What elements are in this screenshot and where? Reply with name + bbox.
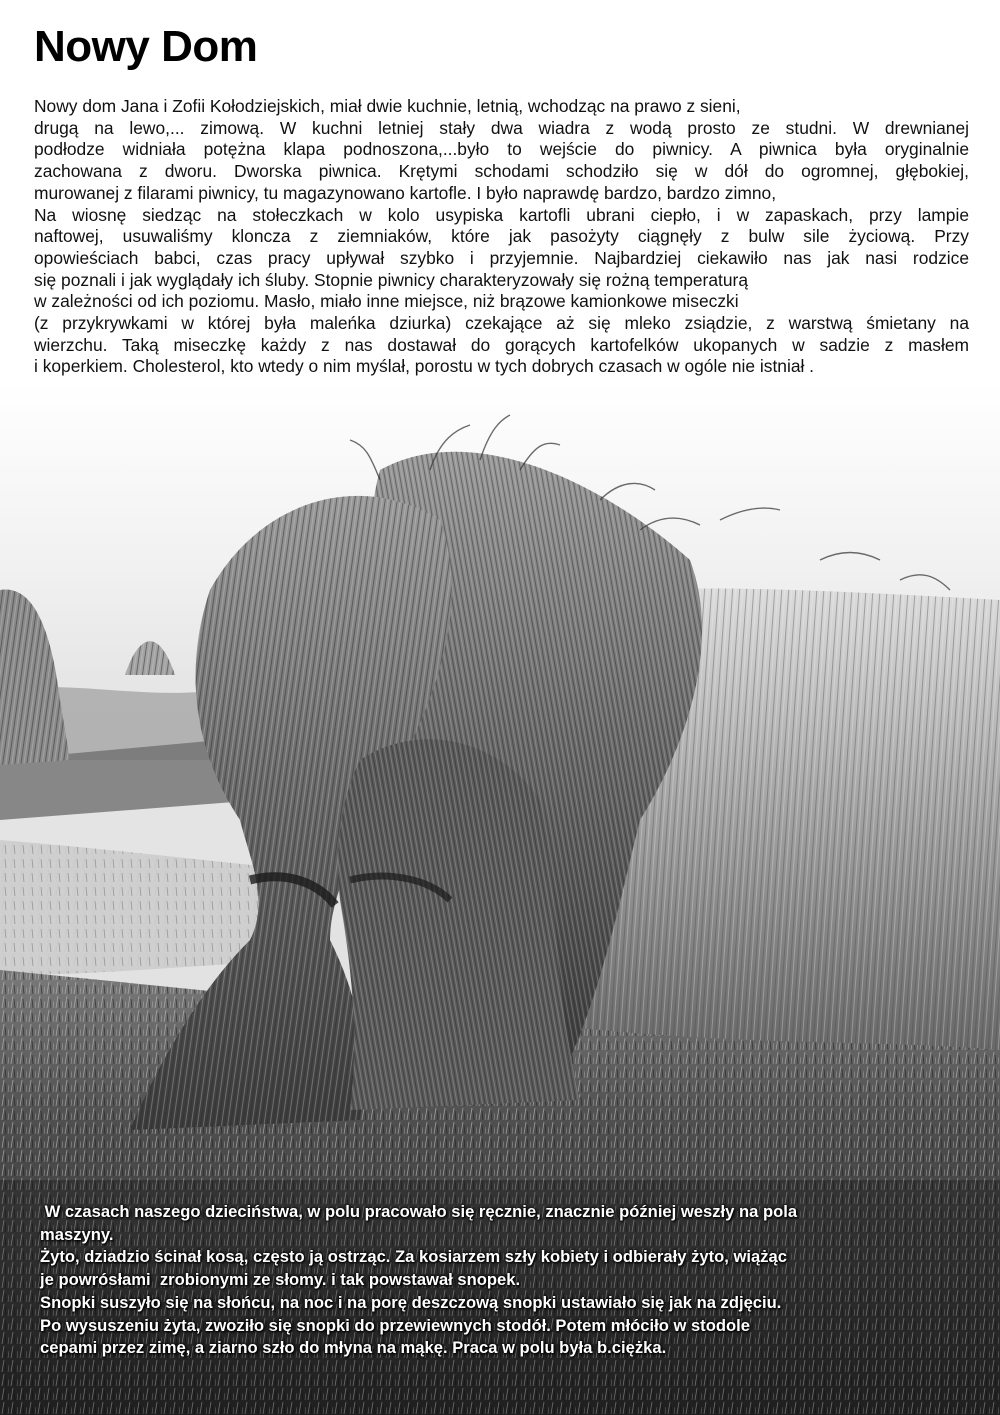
intro-line: (z przykrywkami w której była maleńka dziurka) czekające aż się mleko zsiądzie, z warstwą śmietany na [34, 313, 969, 334]
caption-line: je powrósłami zrobionymi ze słomy. i tak powstawał snopek. [40, 1270, 521, 1290]
caption-line: cepami przez zimę, a ziarno szło do młyna na mąkę. Praca w polu była b.ciężka. [40, 1338, 667, 1358]
intro-line: i koperkiem. Cholesterol, kto wtedy o nim myślał, porostu w tych dobrych czasach w ogóle nie istniał . [34, 356, 815, 377]
intro-line: w zależności od ich poziomu. Masło, miało inne miejsce, niż brązowe kamionkowe miseczki [34, 291, 739, 312]
intro-line: opowieściach babci, czas pracy upływał szybko i przyjemnie. Najbardziej ciekawiło nas jak nasi rodzice [34, 247, 969, 268]
intro-line: zachowana z dworu. Dworska piwnica. Krętymi schodami schodziło się w dół do ogromnej, głębokiej, [34, 161, 969, 182]
caption-line: Żyto, dziadzio ścinał kosą, często ją ostrząc. Za kosiarzem szły kobiety i odbierały żyto, wiążąc [40, 1247, 787, 1267]
intro-line: naftowej, usuwaliśmy kloncza z ziemniaków, które jak pasożyty ciągnęły z bulw sile życiową. Przy [34, 226, 969, 247]
intro-line: się poznali i jak wyglądały ich śluby. Stopnie piwnicy charakteryzowały się rożną temperaturą [34, 269, 748, 290]
caption-line: Snopki suszyło się na słońcu, na noc i na porę deszczową snopki ustawiało się jak na zdjęciu. [40, 1292, 782, 1312]
intro-line: wierzchu. Taką miseczkę każdy z nas dostawał do gorących kartofelków ukopanych w sadzie z masłem [34, 334, 969, 355]
caption-line: W czasach naszego dzieciństwa, w polu pracowało się ręcznie, znacznie później weszły na pola [40, 1202, 798, 1221]
photo-caption [40, 1201, 970, 1360]
caption-line: Po wysuszeniu żyta, zwoziło się snopki do przewiewnych stodół. Potem młóciło w stodole [40, 1315, 750, 1335]
caption-line: maszyny. [40, 1224, 114, 1244]
intro-line: Na wiosnę siedząc na stołeczkach w kolo usypiska kartofli ubrani ciepło, i w zapaskach, przy lampie [34, 204, 969, 225]
intro-paragraph [34, 96, 969, 378]
intro-line: drugą na lewo,... zimową. W kuchni letniej stały dwa wiadra z wodą prosto ze studni. W drewnianej [34, 117, 969, 138]
page-title: Nowy Dom [34, 22, 258, 71]
intro-line: Nowy dom Jana i Zofii Kołodziejskich, miał dwie kuchnie, letnią, wchodząc na prawo z sieni, [34, 96, 741, 116]
intro-line: murowanej z filarami piwnicy, tu magazynowano kartofle. I było naprawdę bardzo, bardzo zimno, [34, 182, 777, 203]
intro-line: podłodze widniała potężna klapa podnoszona,...było to wejście do piwnicy. A piwnica była oryginalnie [34, 139, 969, 160]
